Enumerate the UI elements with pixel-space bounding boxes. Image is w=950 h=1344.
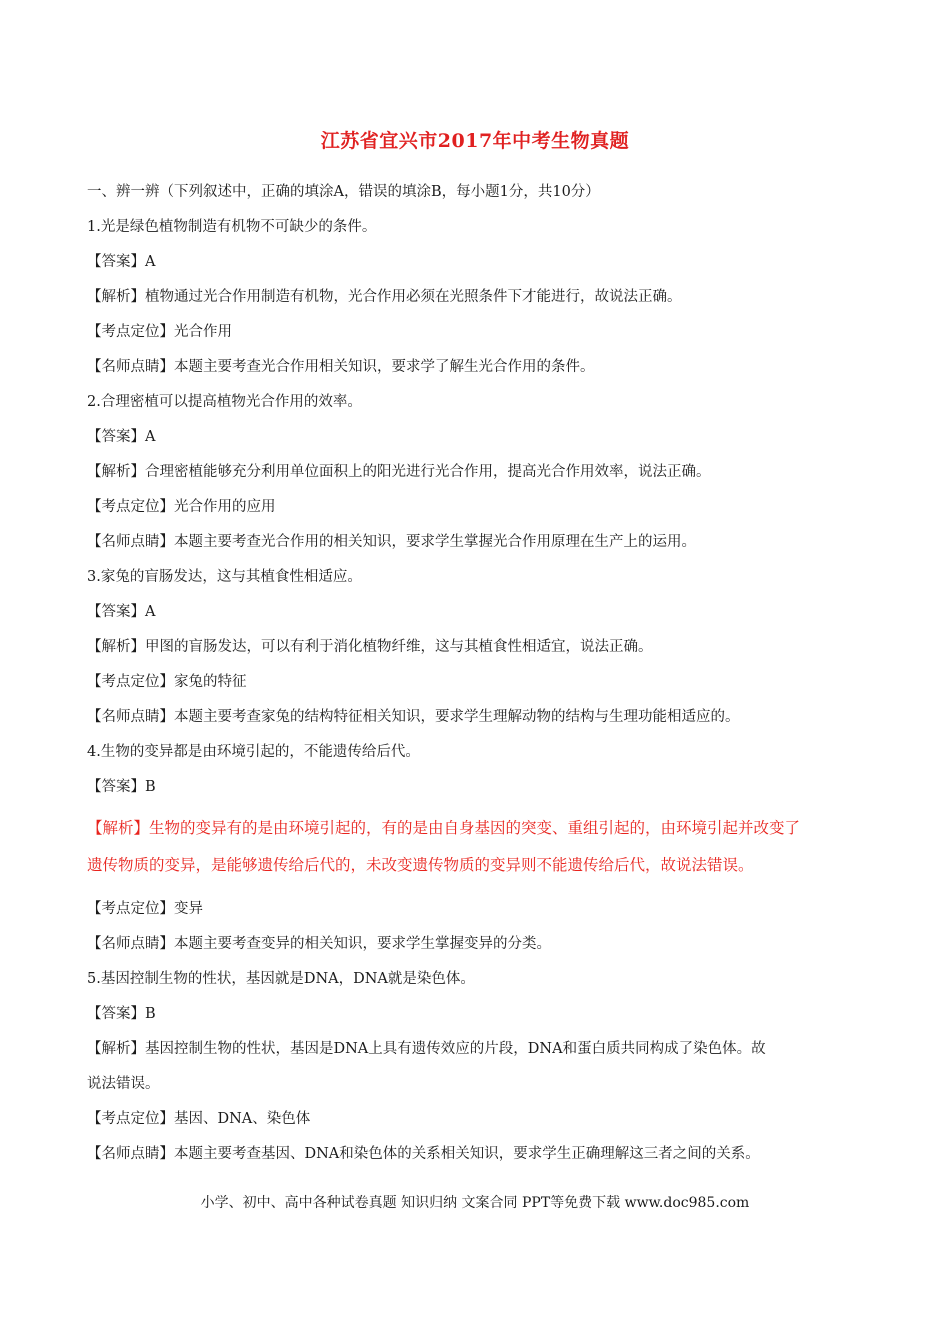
question-4-stem: 4.生物的变异都是由环境引起的，不能遗传给后代。 [87,744,420,760]
question-5-answer: 【答案】B [87,1006,156,1022]
section-header: 一、辨一辨（下列叙述中，正确的填涂A，错误的填涂B，每小题1分，共10分） [87,184,600,200]
question-5-analysis-line-1: 【解析】基因控制生物的性状，基因是DNA上具有遗传效应的片段，DNA和蛋白质共同构成了染色体。故 [87,1041,766,1057]
question-5-stem: 5.基因控制生物的性状，基因就是DNA，DNA就是染色体。 [87,971,475,987]
question-1-analysis: 【解析】植物通过光合作用制造有机物，光合作用必须在光照条件下才能进行，故说法正确。 [87,289,682,305]
question-3-stem: 3.家兔的盲肠发达，这与其植食性相适应。 [87,569,362,585]
question-1-answer: 【答案】A [87,254,156,270]
page-footer: 小学、初中、高中各种试卷真题 知识归纳 文案合同 PPT等免费下载 www.doc985.com [200,1195,750,1211]
question-2-analysis: 【解析】合理密植能够充分利用单位面积上的阳光进行光合作用，提高光合作用效率，说法正确。 [87,464,711,480]
question-2-stem: 2.合理密植可以提高植物光合作用的效率。 [87,394,362,410]
question-2-comment: 【名师点睛】本题主要考查光合作用的相关知识，要求学生掌握光合作用原理在生产上的运用。 [87,534,696,550]
question-5-point: 【考点定位】基因、DNA、染色体 [87,1111,311,1127]
question-4-analysis-line-2: 遗传物质的变异，是能够遗传给后代的，未改变遗传物质的变异则不能遗传给后代，故说法错误。 [87,856,754,874]
question-2-point: 【考点定位】光合作用的应用 [87,499,276,515]
question-3-point: 【考点定位】家兔的特征 [87,674,247,690]
question-2-answer: 【答案】A [87,429,156,445]
question-4-answer: 【答案】B [87,779,156,795]
question-3-answer: 【答案】A [87,604,156,620]
question-5-comment: 【名师点睛】本题主要考查基因、DNA和染色体的关系相关知识，要求学生正确理解这三者之间的关系。 [87,1146,760,1162]
question-4-point: 【考点定位】变异 [87,901,203,917]
question-3-comment: 【名师点睛】本题主要考查家兔的结构特征相关知识，要求学生理解动物的结构与生理功能相适应的。 [87,709,740,725]
question-4-comment: 【名师点睛】本题主要考查变异的相关知识，要求学生掌握变异的分类。 [87,936,551,952]
question-4-analysis-line-1: 【解析】生物的变异有的是由环境引起的，有的是由自身基因的突变、重组引起的，由环境引起并改变了 [87,819,801,837]
question-1-point: 【考点定位】光合作用 [87,324,232,340]
document-title: 江苏省宜兴市2017年中考生物真题 [320,130,630,152]
question-5-analysis-line-2: 说法错误。 [87,1076,160,1092]
question-1-stem: 1.光是绿色植物制造有机物不可缺少的条件。 [87,219,377,235]
question-1-comment: 【名师点睛】本题主要考查光合作用相关知识，要求学了解生光合作用的条件。 [87,359,595,375]
question-3-analysis: 【解析】甲图的盲肠发达，可以有利于消化植物纤维，这与其植食性相适宜，说法正确。 [87,639,653,655]
